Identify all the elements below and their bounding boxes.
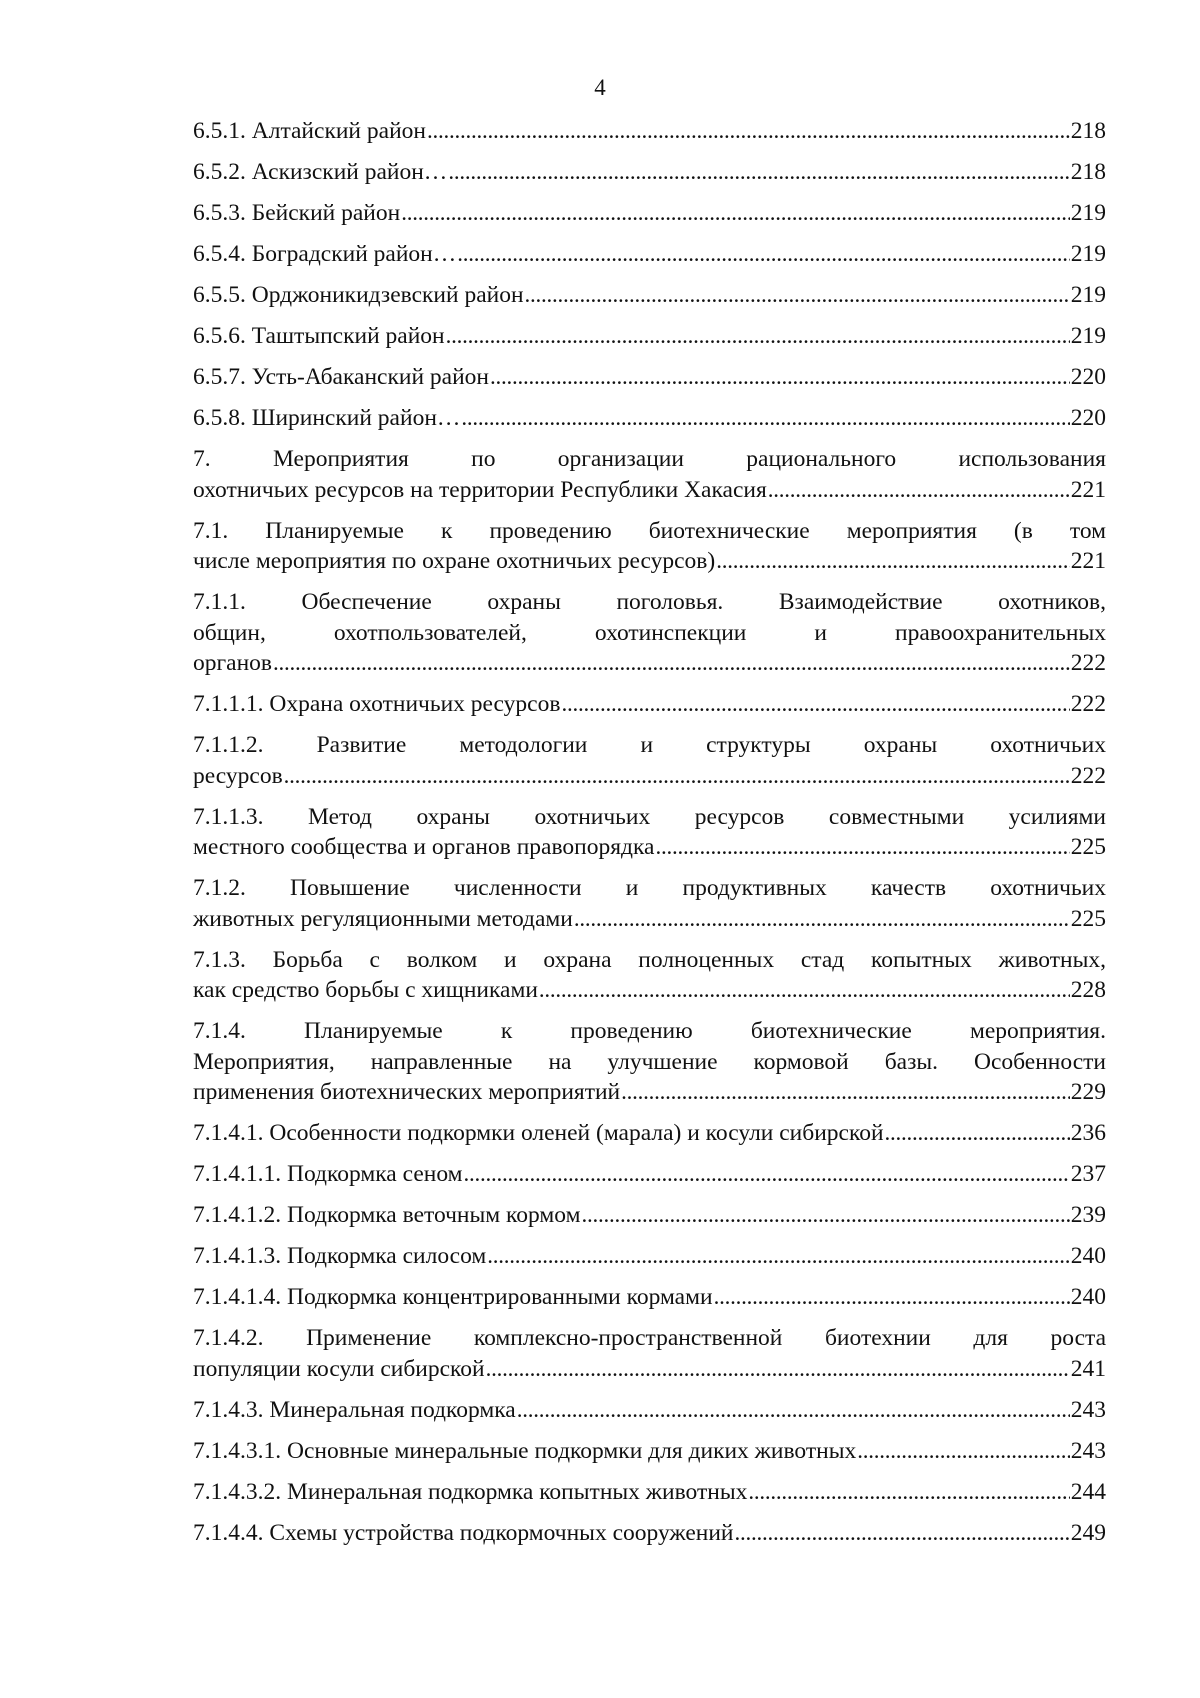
toc-entry-page-number: 249 (1070, 1519, 1106, 1546)
toc-entry-last-line (193, 280, 1106, 311)
toc-entry-page-number: 218 (1070, 159, 1106, 185)
toc-entry-title: 7.1.4.3.1. Основные минеральные подкормки для диких животных (193, 1437, 857, 1464)
toc-entry-line: 7.1. Планируемые к проведению биотехнические мероприятия (в том (193, 517, 1106, 544)
toc-entry-last-line (193, 1395, 1106, 1426)
dot-leader (461, 403, 1069, 434)
dot-leader (768, 475, 1070, 506)
toc-entry-last-line (193, 403, 1106, 434)
toc-entry-title: животных регуляционными методами (193, 905, 573, 932)
toc-entry[interactable] (193, 1395, 1106, 1426)
toc-entry-title: ресурсов (193, 762, 283, 789)
toc-entry-title: 7.1.4.3.2. Минеральная подкормка копытных животных (193, 1478, 748, 1505)
toc-entry[interactable] (193, 945, 1106, 1006)
toc-entry-page-number: 219 (1070, 282, 1106, 308)
toc-entry-page-number: 220 (1070, 405, 1106, 431)
toc-entry-line: 7.1.4. Планируемые к проведению биотехнические мероприятия. (193, 1018, 1106, 1044)
dot-leader (487, 1241, 1069, 1272)
toc-entry-last-line (193, 546, 1106, 577)
toc-entry-line: общин, охотпользователей, охотинспекции и правоохранительных (193, 619, 1106, 646)
toc-entry-title: 7.1.4.1. Особенности подкормки оленей (марала) и косули сибирской (193, 1120, 884, 1146)
dot-leader (748, 1477, 1069, 1508)
toc-entry-title: 6.5.7. Усть-Абаканский район (193, 364, 489, 390)
toc-entry[interactable] (193, 1436, 1106, 1467)
toc-entry[interactable] (193, 730, 1106, 791)
toc-entry-title: 6.5.3. Бейский район (193, 200, 401, 226)
dot-leader (621, 1077, 1070, 1108)
toc-entry-page-number: 221 (1070, 548, 1106, 574)
toc-entry-last-line (193, 198, 1106, 229)
toc-entry-title: 6.5.2. Аскизский район… (193, 159, 448, 185)
toc-entry[interactable] (193, 1477, 1106, 1508)
toc-entry-last-line (193, 116, 1106, 147)
toc-entry-page-number: 221 (1070, 476, 1106, 503)
dot-leader (574, 904, 1070, 935)
dot-leader (401, 198, 1070, 229)
toc-entry-last-line (193, 362, 1106, 393)
toc-entry-last-line (193, 1518, 1106, 1549)
toc-entry-page-number: 240 (1070, 1243, 1106, 1269)
toc-entry-last-line (193, 1118, 1106, 1149)
toc-entry[interactable] (193, 1016, 1106, 1108)
toc-entry[interactable] (193, 403, 1106, 434)
toc-entry[interactable] (193, 1200, 1106, 1231)
dot-leader (490, 362, 1070, 393)
toc-entry-title: местного сообщества и органов правопорядка (193, 834, 655, 860)
dot-leader (284, 761, 1070, 792)
toc-entry-line: 7.1.1.2. Развитие методологии и структуры охраны охотничьих (193, 732, 1106, 758)
toc-entry[interactable] (193, 280, 1106, 311)
toc-entry-last-line (193, 689, 1106, 720)
toc-entry-line: 7.1.2. Повышение численности и продуктивных качеств охотничьих (193, 875, 1106, 901)
toc-entry[interactable] (193, 873, 1106, 934)
toc-entry-line: 7.1.1.3. Метод охраны охотничьих ресурсов совместными усилиями (193, 803, 1106, 830)
toc-entry[interactable] (193, 1241, 1106, 1272)
toc-entry[interactable] (193, 1323, 1106, 1384)
toc-entry-title: 6.5.1. Алтайский район (193, 118, 426, 144)
toc-entry-last-line (193, 1077, 1106, 1108)
toc-entry-line: 7.1.3. Борьба с волком и охрана полноценных стад копытных животных, (193, 946, 1106, 973)
toc-entry-title: 7.1.4.1.4. Подкормка концентрированными кормами (193, 1284, 713, 1310)
toc-entry[interactable] (193, 362, 1106, 393)
toc-entry[interactable] (193, 689, 1106, 720)
toc-entry-page-number: 228 (1070, 977, 1106, 1003)
toc-entry-page-number: 239 (1070, 1202, 1106, 1228)
toc-entry-page-number: 225 (1070, 905, 1106, 932)
toc-entry-page-number: 236 (1070, 1120, 1106, 1146)
toc-entry-page-number: 225 (1070, 834, 1106, 860)
dot-leader (517, 1395, 1070, 1426)
toc-entry-page-number: 243 (1070, 1396, 1106, 1423)
toc-entry-page-number: 222 (1070, 691, 1106, 717)
toc-entry-last-line (193, 1200, 1106, 1231)
dot-leader (486, 1354, 1070, 1385)
table-of-contents (193, 116, 1106, 1559)
toc-entry-last-line (193, 761, 1106, 792)
toc-entry-title: 6.5.8. Ширинский район… (193, 405, 461, 431)
toc-entry-last-line (193, 321, 1106, 352)
toc-entry-last-line (193, 648, 1106, 679)
toc-entry-title: 7.1.4.3. Минеральная подкормка (193, 1396, 516, 1423)
toc-entry-page-number: 219 (1070, 241, 1106, 267)
toc-entry-title: применения биотехнических мероприятий (193, 1079, 621, 1105)
toc-entry[interactable] (193, 321, 1106, 352)
toc-entry-title: 6.5.4. Боградский район… (193, 241, 457, 267)
dot-leader (734, 1518, 1069, 1549)
dot-leader (581, 1200, 1069, 1231)
toc-entry-last-line (193, 1282, 1106, 1313)
toc-entry[interactable] (193, 1282, 1106, 1313)
toc-entry-last-line (193, 904, 1106, 935)
toc-entry-title: 7.1.4.1.1. Подкормка сеном (193, 1161, 463, 1187)
dot-leader (273, 648, 1070, 679)
toc-entry-last-line (193, 1477, 1106, 1508)
toc-entry-last-line (193, 475, 1106, 506)
toc-entry[interactable] (193, 1159, 1106, 1190)
toc-entry[interactable] (193, 1118, 1106, 1149)
toc-entry-last-line (193, 1436, 1106, 1467)
toc-entry-page-number: 222 (1070, 650, 1106, 676)
toc-entry-title: 7.1.1.1. Охрана охотничьих ресурсов (193, 691, 561, 717)
dot-leader (525, 280, 1070, 311)
toc-entry-title: как средство борьбы с хищниками (193, 977, 538, 1003)
toc-entry-page-number: 219 (1070, 200, 1106, 226)
toc-entry-line: 7.1.1. Обеспечение охраны поголовья. Взаимодействие охотников, (193, 589, 1106, 615)
dot-leader (448, 157, 1069, 188)
toc-entry-title: 6.5.5. Орджоникидзевский район (193, 282, 524, 308)
toc-entry-last-line (193, 832, 1106, 863)
dot-leader (446, 321, 1070, 352)
toc-entry-title: числе мероприятия по охране охотничьих ресурсов) (193, 548, 716, 574)
toc-entry-page-number: 222 (1070, 762, 1106, 789)
toc-entry[interactable] (193, 157, 1106, 188)
toc-entry-last-line (193, 1354, 1106, 1385)
toc-entry-page-number: 241 (1070, 1355, 1106, 1382)
toc-entry-page-number: 220 (1070, 364, 1106, 390)
toc-entry-last-line (193, 1159, 1106, 1190)
toc-entry[interactable] (193, 1518, 1106, 1549)
toc-entry[interactable] (193, 444, 1106, 505)
dot-leader (427, 116, 1070, 147)
toc-entry-title: 7.1.4.4. Схемы устройства подкормочных сооружений (193, 1519, 734, 1546)
dot-leader (885, 1118, 1070, 1149)
toc-entry-title: 7.1.4.1.3. Подкормка силосом (193, 1243, 487, 1269)
toc-entry-last-line (193, 975, 1106, 1006)
dot-leader (857, 1436, 1069, 1467)
toc-entry-page-number: 229 (1070, 1079, 1106, 1105)
dot-leader (539, 975, 1070, 1006)
toc-entry-line: 7. Мероприятия по организации рационального использования (193, 446, 1106, 472)
toc-entry-title: охотничьих ресурсов на территории Республики Хакасия (193, 476, 767, 503)
page-number: 4 (594, 75, 606, 100)
toc-entry-page-number: 244 (1070, 1478, 1106, 1505)
toc-entry-title: популяции косули сибирской (193, 1355, 485, 1382)
toc-entry[interactable] (193, 516, 1106, 577)
toc-entry-title: органов (193, 650, 272, 676)
toc-entry-title: 7.1.4.1.2. Подкормка веточным кормом (193, 1202, 581, 1228)
toc-entry-title: 6.5.6. Таштыпский район (193, 323, 445, 349)
toc-entry-last-line (193, 157, 1106, 188)
toc-entry[interactable] (193, 587, 1106, 679)
toc-entry-page-number: 243 (1070, 1437, 1106, 1464)
toc-entry-page-number: 219 (1070, 323, 1106, 349)
toc-entry-line: Мероприятия, направленные на улучшение кормовой базы. Особенности (193, 1048, 1106, 1075)
toc-entry-line: 7.1.4.2. Применение комплексно-пространственной биотехнии для роста (193, 1325, 1106, 1351)
toc-entry[interactable] (193, 802, 1106, 863)
dot-leader (716, 546, 1070, 577)
dot-leader (655, 832, 1069, 863)
toc-entry-page-number: 218 (1070, 118, 1106, 144)
toc-entry-last-line (193, 1241, 1106, 1272)
toc-entry-page-number: 237 (1070, 1161, 1106, 1187)
toc-entry[interactable] (193, 116, 1106, 147)
dot-leader (457, 239, 1070, 270)
toc-entry-page-number: 240 (1070, 1284, 1106, 1310)
toc-entry-last-line (193, 239, 1106, 270)
dot-leader (561, 689, 1069, 720)
toc-entry[interactable] (193, 198, 1106, 229)
dot-leader (714, 1282, 1070, 1313)
dot-leader (464, 1159, 1070, 1190)
toc-entry[interactable] (193, 239, 1106, 270)
